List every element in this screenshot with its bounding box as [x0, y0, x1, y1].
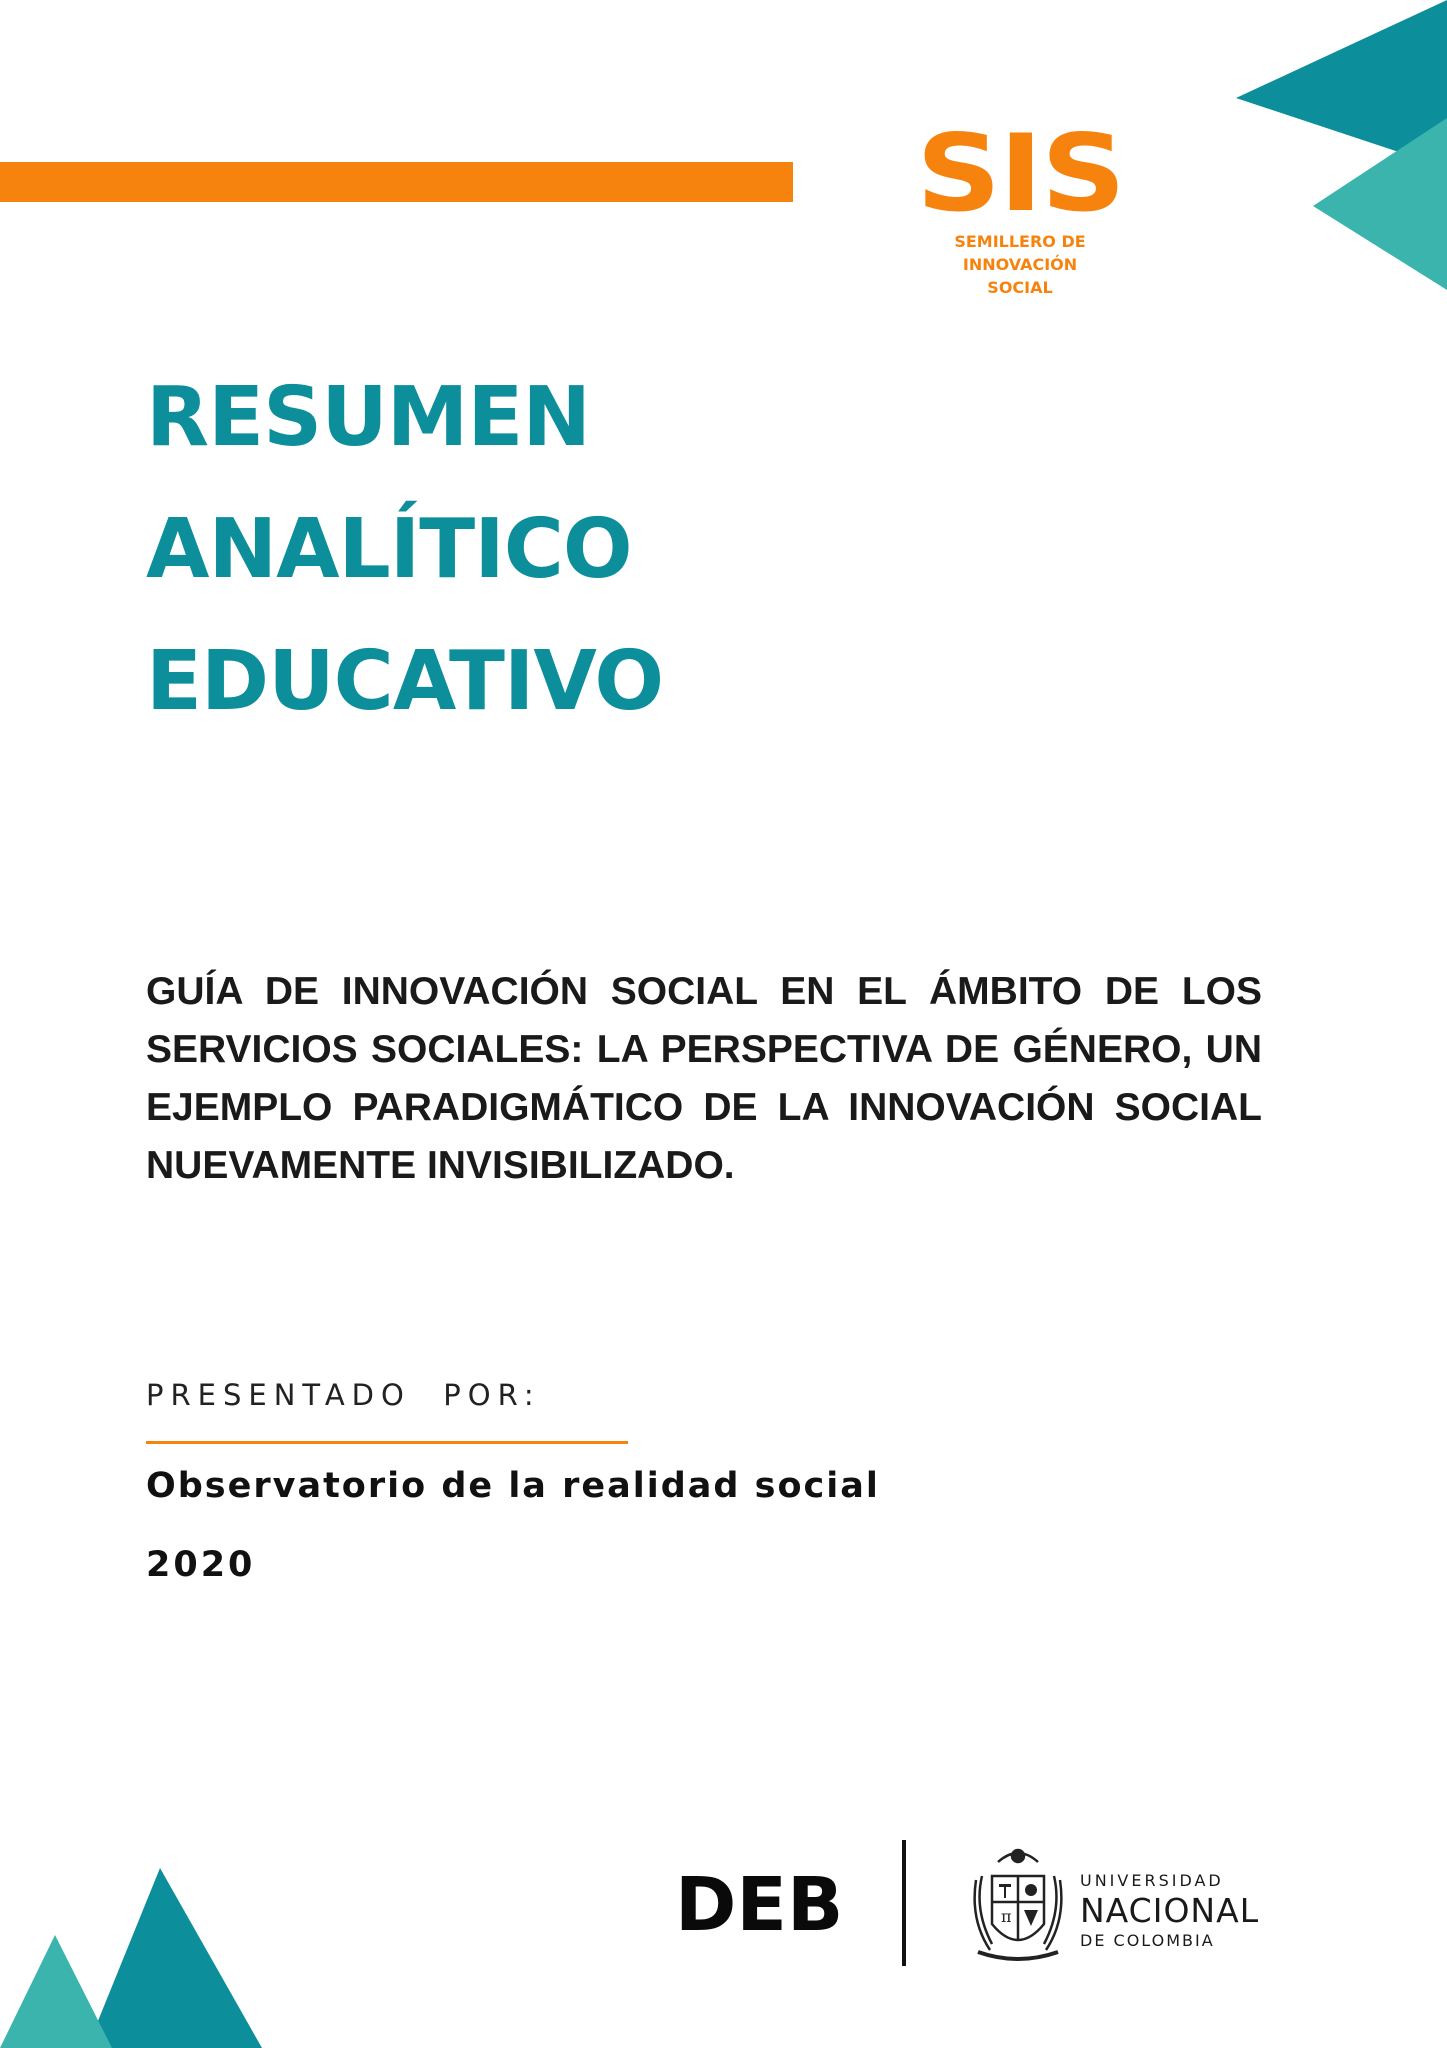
- title-line-1: RESUMEN: [146, 370, 591, 465]
- footer-divider: [902, 1840, 906, 1966]
- document-title: [146, 352, 663, 748]
- sis-logo-word: SIS: [916, 110, 1124, 236]
- presented-by-divider: [146, 1441, 628, 1444]
- university-name-line3: DE COLOMBIA: [1080, 1931, 1215, 1950]
- title-line-2: ANALÍTICO: [146, 502, 632, 597]
- presented-by-label: PRESENTADO POR:: [146, 1378, 541, 1412]
- sis-logo-tagline-line2: SOCIAL: [987, 278, 1053, 297]
- top-right-light-triangle: [1313, 118, 1447, 290]
- university-seal-icon: [968, 1840, 1068, 1966]
- orange-header-bar: [0, 162, 793, 202]
- sis-logo-tagline-line1: SEMILLERO DE INNOVACIÓN: [954, 232, 1086, 274]
- top-right-dark-triangle: [1236, 0, 1447, 168]
- bottom-left-dark-triangle: [87, 1868, 262, 2048]
- sis-logo: [895, 110, 1145, 299]
- title-line-3: EDUCATIVO: [146, 634, 664, 729]
- author-name: Observatorio de la realidad social: [146, 1466, 880, 1506]
- university-name-line2: NACIONAL: [1080, 1891, 1260, 1930]
- bottom-left-light-triangle: [0, 1935, 112, 2048]
- university-name-line1: UNIVERSIDAD: [1080, 1871, 1224, 1890]
- publication-year: 2020: [146, 1545, 256, 1585]
- document-subtitle: GUÍA DE INNOVACIÓN SOCIAL EN EL ÁMBITO DE LOS SERVICIOS SOCIALES: LA PERSPECTIVA DE GÉNERO, UN EJEMPLO PARADIGMÁTICO DE LA INNOVACIÓN SOCIAL NUEVAMENTE INVISIBILIZADO.: [146, 970, 1262, 1187]
- deb-logo: DEB: [675, 1862, 844, 1948]
- university-name: [1080, 1870, 1259, 1952]
- svg-text:π: π: [1001, 1907, 1012, 1926]
